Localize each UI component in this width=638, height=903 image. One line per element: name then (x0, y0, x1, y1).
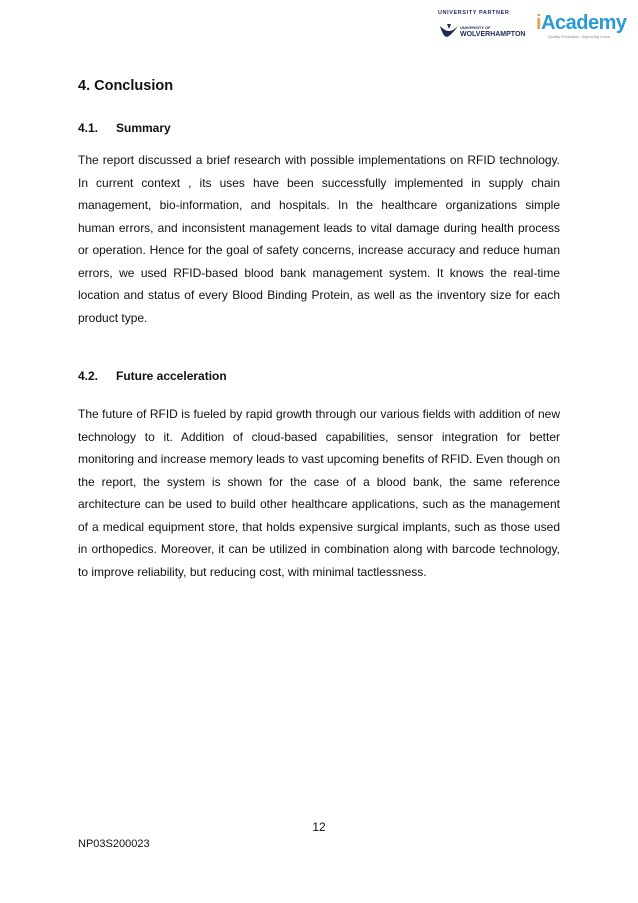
university-partner-label: UNIVERSITY PARTNER (438, 10, 510, 16)
iacademy-logo (536, 12, 632, 42)
section-title: 4. Conclusion (78, 78, 174, 94)
university-of-label: UNIVERSITY OF (460, 25, 491, 30)
subsection-title: Future acceleration (116, 369, 227, 383)
wolverhampton-crest-icon (438, 22, 460, 42)
iacademy-rest: Academy (541, 12, 627, 34)
header-logos (436, 10, 632, 44)
subsection-heading-future (78, 369, 227, 383)
subsection-title: Summary (116, 121, 171, 135)
subsection-number: 4.1. (78, 121, 99, 135)
wolverhampton-logo (438, 20, 530, 42)
future-paragraph: The future of RFID is fueled by rapid growth through our various fields with addition of new technology to it. Addition of cloud-based capabilities, sensor integration for better monitoring and increase memory leads to vast upcoming benefits of RFID. Even though on the report, the system is shown for the case of a blood bank, the same reference architecture can be used to build other healthcare applications, such as the management of a medical equipment store, that holds expensive surgical implants, such as those used in orthopedics. Moreover, it can be utilized in combination along with barcode technology, to improve reliability, but reducing cost, with minimal tactlessness. (78, 407, 560, 579)
page-number: 12 (312, 820, 326, 834)
subsection-heading-summary (78, 121, 171, 135)
iacademy-wordmark (536, 12, 627, 35)
summary-paragraph: The report discussed a brief research with possible implementations on RFID technology. In current context , its uses have been successfully implemented in supply chain management, bio-information, and hospitals. In the healthcare organizations simple human errors, and inconsistent management leads to vital damage during health process or operation. Hence for the goal of safety concerns, increase accuracy and reduce human errors, we used RFID-based blood bank management system. It knows the real-time location and status of every Blood Binding Protein, as well as the inventory size for each product type. (78, 153, 560, 325)
wolverhampton-label: WOLVERHAMPTON (460, 31, 526, 38)
subsection-number: 4.2. (78, 369, 99, 383)
document-id: NP03S200023 (78, 838, 150, 850)
iacademy-i: i (536, 12, 542, 34)
iacademy-tagline: Quality Education. Improving Lives. (548, 34, 611, 39)
